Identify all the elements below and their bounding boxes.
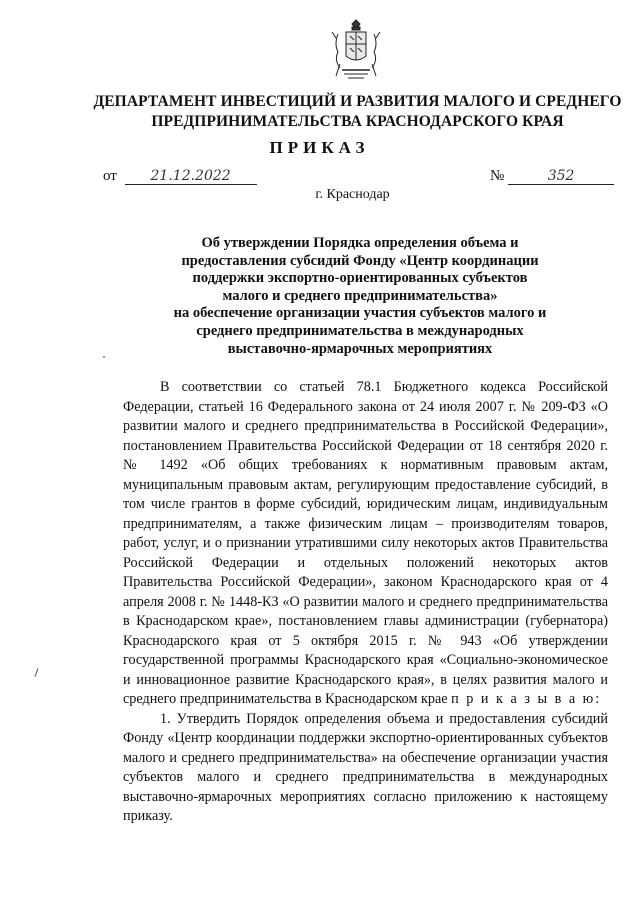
title-line: малого и среднего предпринимательства» [222, 287, 498, 304]
document-type-title: ПРИКАЗ [269, 138, 370, 157]
number-value: 352 [508, 168, 614, 185]
date-label: от [103, 168, 117, 184]
number-label: № [490, 168, 505, 184]
document-body [123, 378, 608, 827]
title-line: выставочно-ярмарочных мероприятиях [227, 340, 493, 357]
title-line: среднего предпринимательства в международных [196, 322, 524, 339]
coat-of-arms-icon [330, 18, 382, 82]
department-line-1: ДЕПАРТАМЕНТ ИНВЕСТИЦИЙ И РАЗВИТИЯ МАЛОГО И СРЕДНЕГО [93, 93, 622, 110]
item-1-paragraph: 1. Утвердить Порядок определения объема и предоставления субсидий Фонду «Центр координации поддержки экспортно-ориентированных субъектов малого и среднего предпринимательства» на обеспечение организации участия субъектов малого и среднего предпринимательства в международных выставочно-ярмарочных мероприятиях согласно приложению к настоящему приказу. [123, 710, 608, 824]
scan-speck [103, 356, 105, 358]
number-line [490, 168, 614, 185]
title-line: поддержки экспортно-ориентированных субъектов [192, 270, 528, 287]
date-value: 21.12.2022 [125, 168, 257, 185]
department-name [60, 92, 639, 132]
preamble-text: В соответствии со статьей 78.1 Бюджетного кодекса Российской Федерации, статьей 16 Федерального закона от 24 июля 2007 г. № 209-ФЗ «О развитии малого и среднего предпринимательства в Российской Федерации», постановлением Правительства Российской Федерации от 18 сентября 2020 г. № 1492 «Об общих требованиях к нормативным правовым актам, муниципальным правовым актам, регулирующим предоставление субсидий, в том числе грантов в форме субсидий, юридическим лицам, индивидуальным предпринимателям, а также физическим лицам – производителям товаров, работ, услуг, и о признании утратившими силу некоторых актов Правительства Российской Федерации и отдельных положений некоторых актов Правительства Российской Федерации», законом Краснодарского края от 4 апреля 2008 г. № 1448-КЗ «О развитии малого и среднего предпринимательства в Краснодарском крае», постановлением главы администрации (губернатора) Краснодарского края от 5 октября 2015 г. № 943 «Об утверждении государственной программы Краснодарского края «Социально-экономическое и инновационное развитие Краснодарского края», в целях развития малого и среднего предпринимательства в Краснодарском крае [123, 379, 608, 707]
document-title [110, 235, 610, 358]
margin-pen-mark [34, 668, 38, 677]
preamble-paragraph [123, 378, 608, 710]
title-line: предоставления субсидий Фонду «Центр координации [181, 252, 539, 269]
city-label: г. Краснодар [315, 187, 390, 202]
date-line [103, 168, 257, 185]
title-line: Об утверждении Порядка определения объема и [201, 235, 519, 251]
department-line-2: ПРЕДПРИНИМАТЕЛЬСТВА КРАСНОДАРСКОГО КРАЯ [151, 113, 564, 130]
order-verb: п р и к а з ы в а ю: [451, 691, 602, 707]
title-line: на обеспечение организации участия субъектов малого и [173, 305, 547, 322]
